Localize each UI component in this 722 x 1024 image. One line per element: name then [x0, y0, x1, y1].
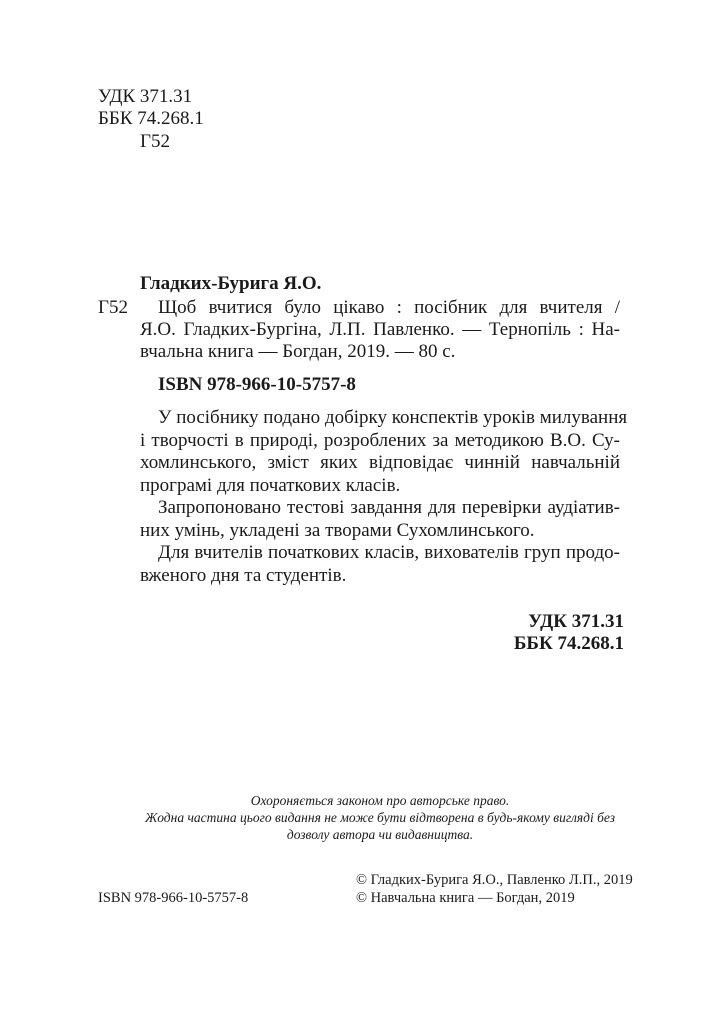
entry-description-line: вчальна книга — Богдан, 2019. — 80 с.	[140, 341, 456, 362]
annotation-line: Для вчителів початкових класів, вихователів груп продо-	[158, 542, 620, 563]
entry-description-line: Щоб вчитися було цікаво : посібник для вчителя /	[158, 297, 620, 318]
copyright-notice-line: Охороняється законом про авторське право.	[250, 793, 510, 808]
copyright-notice-line: Жодна частина цього видання не може бути відтворена в будь-якому вигляді без	[145, 810, 615, 825]
bbk-code: ББК 74.268.1	[98, 108, 204, 129]
annotation-line: Запропоновано тестові завдання для перевірки аудіатив-	[158, 497, 620, 518]
udk-code-bottom: УДК 371.31	[528, 611, 624, 632]
copyright-publisher: © Навчальна книга — Богдан, 2019	[356, 890, 575, 906]
annotation-line: програмі для початкових класів.	[140, 474, 401, 496]
annotation-line: і творчості в природі, розроблених за методикою В.О. Су-	[140, 429, 620, 451]
entry-sign: Г52	[98, 297, 128, 318]
annotation	[140, 407, 628, 587]
annotation-line: вженого дня та студентів.	[140, 564, 347, 586]
annotation-line: них умінь, укладені за творами Сухомлинського.	[140, 519, 535, 541]
copyright-notice	[100, 792, 660, 843]
annotation-line: У посібнику подано добірку конспектів уроків милування	[158, 407, 628, 428]
footer-isbn: ISBN 978-966-10-5757-8	[98, 890, 249, 906]
entry-author: Гладких-Бурига Я.О.	[140, 273, 322, 294]
udk-code: УДК 371.31	[98, 86, 193, 107]
copyright-authors: © Гладких-Бурига Я.О., Павленко Л.П., 2019	[356, 872, 633, 888]
entry-isbn: ISBN 978-966-10-5757-8	[158, 374, 356, 395]
author-sign: Г52	[140, 131, 170, 152]
entry-description-line: Я.О. Гладких-Бургіна, Л.П. Павленко. — Тернопіль : На-	[140, 319, 620, 340]
annotation-line: хомлинського, зміст яких відповідає чинній навчальній	[140, 452, 620, 473]
bbk-code-bottom: ББК 74.268.1	[513, 633, 624, 654]
copyright-notice-line: дозволу автора чи видавництва.	[286, 827, 474, 842]
